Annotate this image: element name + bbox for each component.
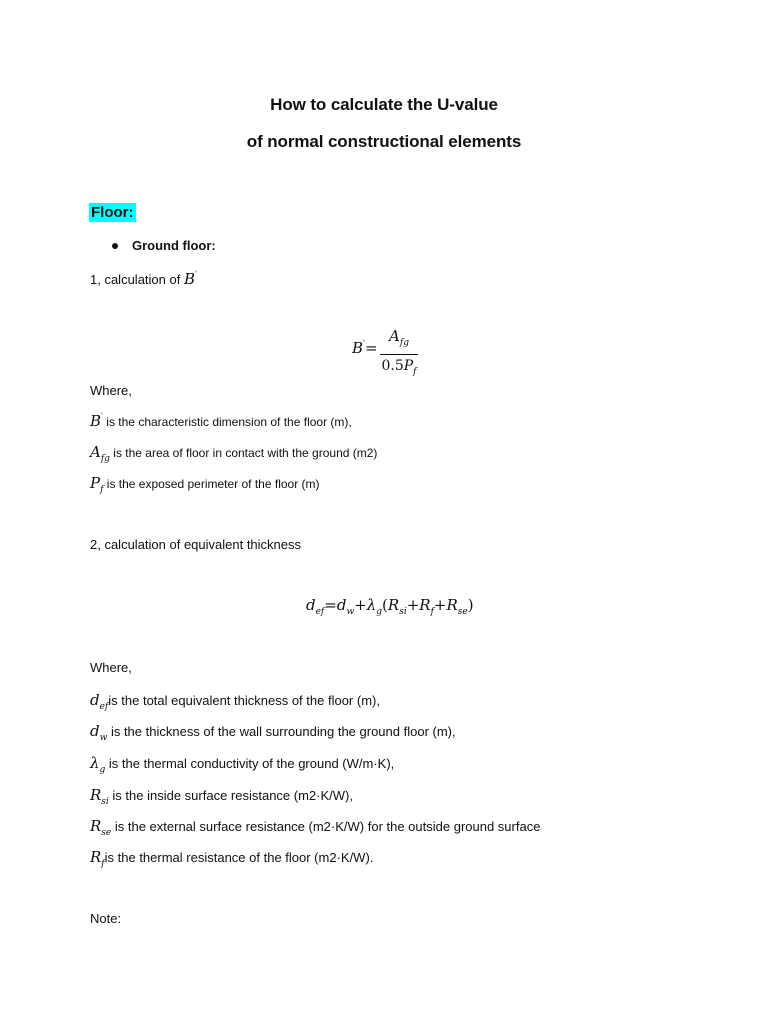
- formula-1-lhs: B'=: [352, 339, 378, 357]
- step-1-heading-symbol: B': [183, 270, 197, 288]
- formula-1-fraction: [380, 327, 418, 381]
- definition-symbol: $A_{fg}$: [90, 443, 110, 464]
- step-2-heading: 2, calculation of equivalent thickness: [90, 537, 302, 552]
- formula-1-denominator: $0.5P_f$: [381, 358, 417, 377]
- formula-1-numerator: $A_{fg}$: [389, 327, 409, 348]
- step-1-heading: [90, 270, 197, 288]
- bullet-item-ground-floor: [112, 238, 216, 253]
- definition-symbol: $P_f$: [90, 474, 104, 495]
- definition-text: is the area of floor in contact with the ground (m2): [109, 446, 378, 460]
- definition-symbol: $d_w$: [90, 722, 108, 743]
- definition-symbol: $d_{ef}$: [90, 691, 109, 712]
- definition-text: is the characteristic dimension of the floor (m),: [102, 415, 352, 429]
- document-subtitle: of normal constructional elements: [246, 132, 522, 151]
- definition-text: is the exposed perimeter of the floor (m): [103, 477, 320, 491]
- definition-text: is the thermal resistance of the floor (m2·K/W).: [104, 850, 374, 865]
- definition-text: is the external surface resistance (m2·K/W) for the outside ground surface: [111, 819, 541, 834]
- definition-row: [90, 786, 353, 807]
- definition-text: is the thermal conductivity of the ground (W/m·K),: [105, 756, 395, 771]
- definition-symbol: $R_{si}$: [90, 786, 109, 807]
- step-1-heading-text: 1, calculation of: [90, 272, 181, 287]
- document-title: How to calculate the U-value: [270, 95, 498, 114]
- definition-text: is the inside surface resistance (m2·K/W),: [108, 788, 353, 803]
- definition-text: is the thickness of the wall surrounding the ground floor (m),: [107, 724, 456, 739]
- definition-row: [90, 754, 394, 775]
- definition-row: [90, 691, 380, 712]
- definition-row: [90, 817, 540, 838]
- definition-symbol: $R_f$: [90, 848, 105, 869]
- definition-row: [90, 412, 352, 430]
- section-label-floor: Floor:: [91, 204, 134, 221]
- step-1-where-label: Where,: [90, 383, 132, 398]
- bullet-icon: [112, 243, 118, 249]
- definition-row: [90, 443, 377, 464]
- definition-row: [90, 848, 373, 869]
- definition-symbol: B': [90, 412, 103, 430]
- step-2-where-label: Where,: [90, 660, 132, 675]
- definition-row: [90, 474, 320, 495]
- definition-row: [90, 722, 456, 743]
- bullet-label: Ground floor:: [132, 238, 216, 253]
- fraction-bar: [380, 354, 418, 355]
- definition-text: is the total equivalent thickness of the floor (m),: [108, 693, 380, 708]
- definition-symbol: $R_{se}$: [90, 817, 112, 838]
- definition-symbol: $\lambda_g$: [90, 754, 106, 775]
- formula-equivalent-thickness: $d_{ef}=d_w+\lambda_g(R_{si}+R_f+R_{se})$: [306, 596, 474, 617]
- note-label: Note:: [90, 911, 122, 926]
